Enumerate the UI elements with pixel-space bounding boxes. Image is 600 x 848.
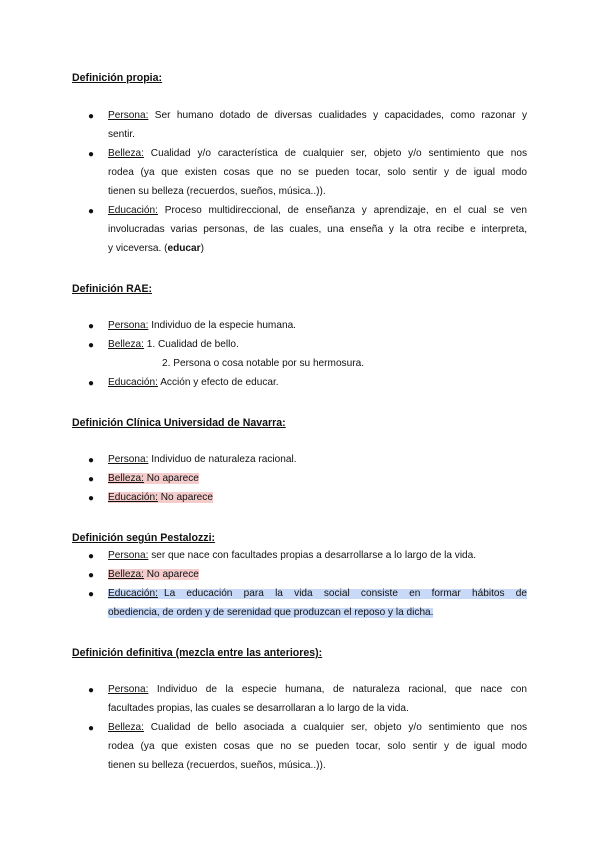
definitiva-persona-line1 <box>108 685 527 695</box>
term-label: Belleza: <box>108 473 144 484</box>
propia-persona-line1 <box>108 111 527 121</box>
section-heading-propia: Definición propia: <box>72 72 163 84</box>
bullet-icon: ● <box>88 685 95 696</box>
definitiva-persona-line2: facultades propias, las cuales se desarrollaran a lo largo de la vida. <box>108 703 409 714</box>
clinica-belleza <box>108 474 199 484</box>
bold-term: educar <box>167 243 201 254</box>
bullet-icon: ● <box>88 570 95 581</box>
highlighted-text: No aparece <box>146 569 199 580</box>
definition-text: Individuo de naturaleza racional. <box>148 454 297 465</box>
bullet-icon: ● <box>88 111 95 122</box>
pestalozzi-belleza <box>108 570 199 580</box>
definitiva-belleza-line3: tienen su belleza (recuerdos, sueños, música..)). <box>108 760 326 771</box>
propia-educacion-line3 <box>108 244 204 254</box>
propia-educacion-line1 <box>108 206 527 216</box>
bullet-icon: ● <box>88 551 95 562</box>
definition-text: Individuo de la especie humana, de naturaleza racional, que nace con <box>148 684 527 695</box>
term-label: Persona: <box>108 320 149 331</box>
clinica-persona <box>108 455 297 465</box>
highlighted-text: La educación para la vida social consiste en formar hábitos de <box>163 588 527 599</box>
definition-text: y viceversa. ( <box>108 243 168 254</box>
clinica-educacion <box>108 493 213 503</box>
bullet-icon: ● <box>88 455 95 466</box>
propia-persona-line2: sentir. <box>108 129 135 140</box>
definition-text: Individuo de la especie humana. <box>148 320 296 331</box>
section-heading-definitiva: Definición definitiva (mezcla entre las anteriores): <box>72 647 323 659</box>
propia-belleza-line1 <box>108 149 527 159</box>
bullet-icon: ● <box>88 206 95 217</box>
bullet-icon: ● <box>88 321 95 332</box>
term-label: Persona: <box>108 550 149 561</box>
rae-persona <box>108 321 296 331</box>
term-label: Persona: <box>108 684 149 695</box>
bullet-icon: ● <box>88 378 95 389</box>
term-label: Educación: <box>108 588 158 599</box>
section-heading-pestalozzi: Definición según Pestalozzi: <box>72 532 216 544</box>
propia-belleza-line2: rodea (ya que existen cosas que no se pueden tocar, solo sentir y de igual modo <box>108 167 527 178</box>
definition-text: Cualidad de bello asociada a cualquier ser, objeto y/o sentimiento que nos <box>143 722 527 733</box>
term-label: Belleza: <box>108 722 144 733</box>
definition-text: Ser humano dotado de diversas cualidades y capacidades, como razonar y <box>148 110 527 121</box>
highlighted-text: No aparece <box>160 492 213 503</box>
bullet-icon: ● <box>88 589 95 600</box>
term-label: Belleza: <box>108 569 144 580</box>
section-heading-clinica: Definición Clínica Universidad de Navarra: <box>72 417 286 429</box>
bullet-icon: ● <box>88 493 95 504</box>
definition-text: Proceso multidireccional, de enseñanza y aprendizaje, en el cual se ven <box>157 205 527 216</box>
definition-text: ser que nace con facultades propias a desarrollarse a lo largo de la vida. <box>148 550 477 561</box>
rae-belleza-line1 <box>108 340 239 350</box>
highlighted-text: No aparece <box>146 473 199 484</box>
definitiva-belleza-line1 <box>108 723 527 733</box>
definition-text: Acción y efecto de educar. <box>157 377 279 388</box>
term-label: Persona: <box>108 454 149 465</box>
bullet-icon: ● <box>88 723 95 734</box>
term-label: Educación: <box>108 492 158 503</box>
term-label: Persona: <box>108 110 149 121</box>
pestalozzi-educacion-line1 <box>108 589 527 599</box>
rae-belleza-line2: 2. Persona o cosa notable por su hermosura. <box>162 358 364 369</box>
pestalozzi-educacion-line2: obediencia, de orden y de serenidad que produzcan el reposo y la dicha. <box>108 607 434 618</box>
definitiva-belleza-line2: rodea (ya que existen cosas que no se pueden tocar, solo sentir y de igual modo <box>108 741 527 752</box>
propia-belleza-line3: tienen su belleza (recuerdos, sueños, música..)). <box>108 186 326 197</box>
term-label: Educación: <box>108 205 158 216</box>
propia-educacion-line2: involucradas varias personas, de las cuales, una enseña y la otra recibe e interpreta, <box>108 224 527 235</box>
pestalozzi-persona <box>108 551 476 561</box>
section-heading-rae: Definición RAE: <box>72 283 153 295</box>
bullet-icon: ● <box>88 340 95 351</box>
rae-educacion <box>108 378 279 388</box>
term-label: Belleza: <box>108 148 144 159</box>
definition-text: ) <box>200 243 204 254</box>
definition-text: 1. Cualidad de bello. <box>143 339 239 350</box>
term-label: Educación: <box>108 377 158 388</box>
bullet-icon: ● <box>88 474 95 485</box>
definition-text: Cualidad y/o característica de cualquier ser, objeto y/o sentimiento que nos <box>143 148 527 159</box>
bullet-icon: ● <box>88 149 95 160</box>
term-label: Belleza: <box>108 339 144 350</box>
